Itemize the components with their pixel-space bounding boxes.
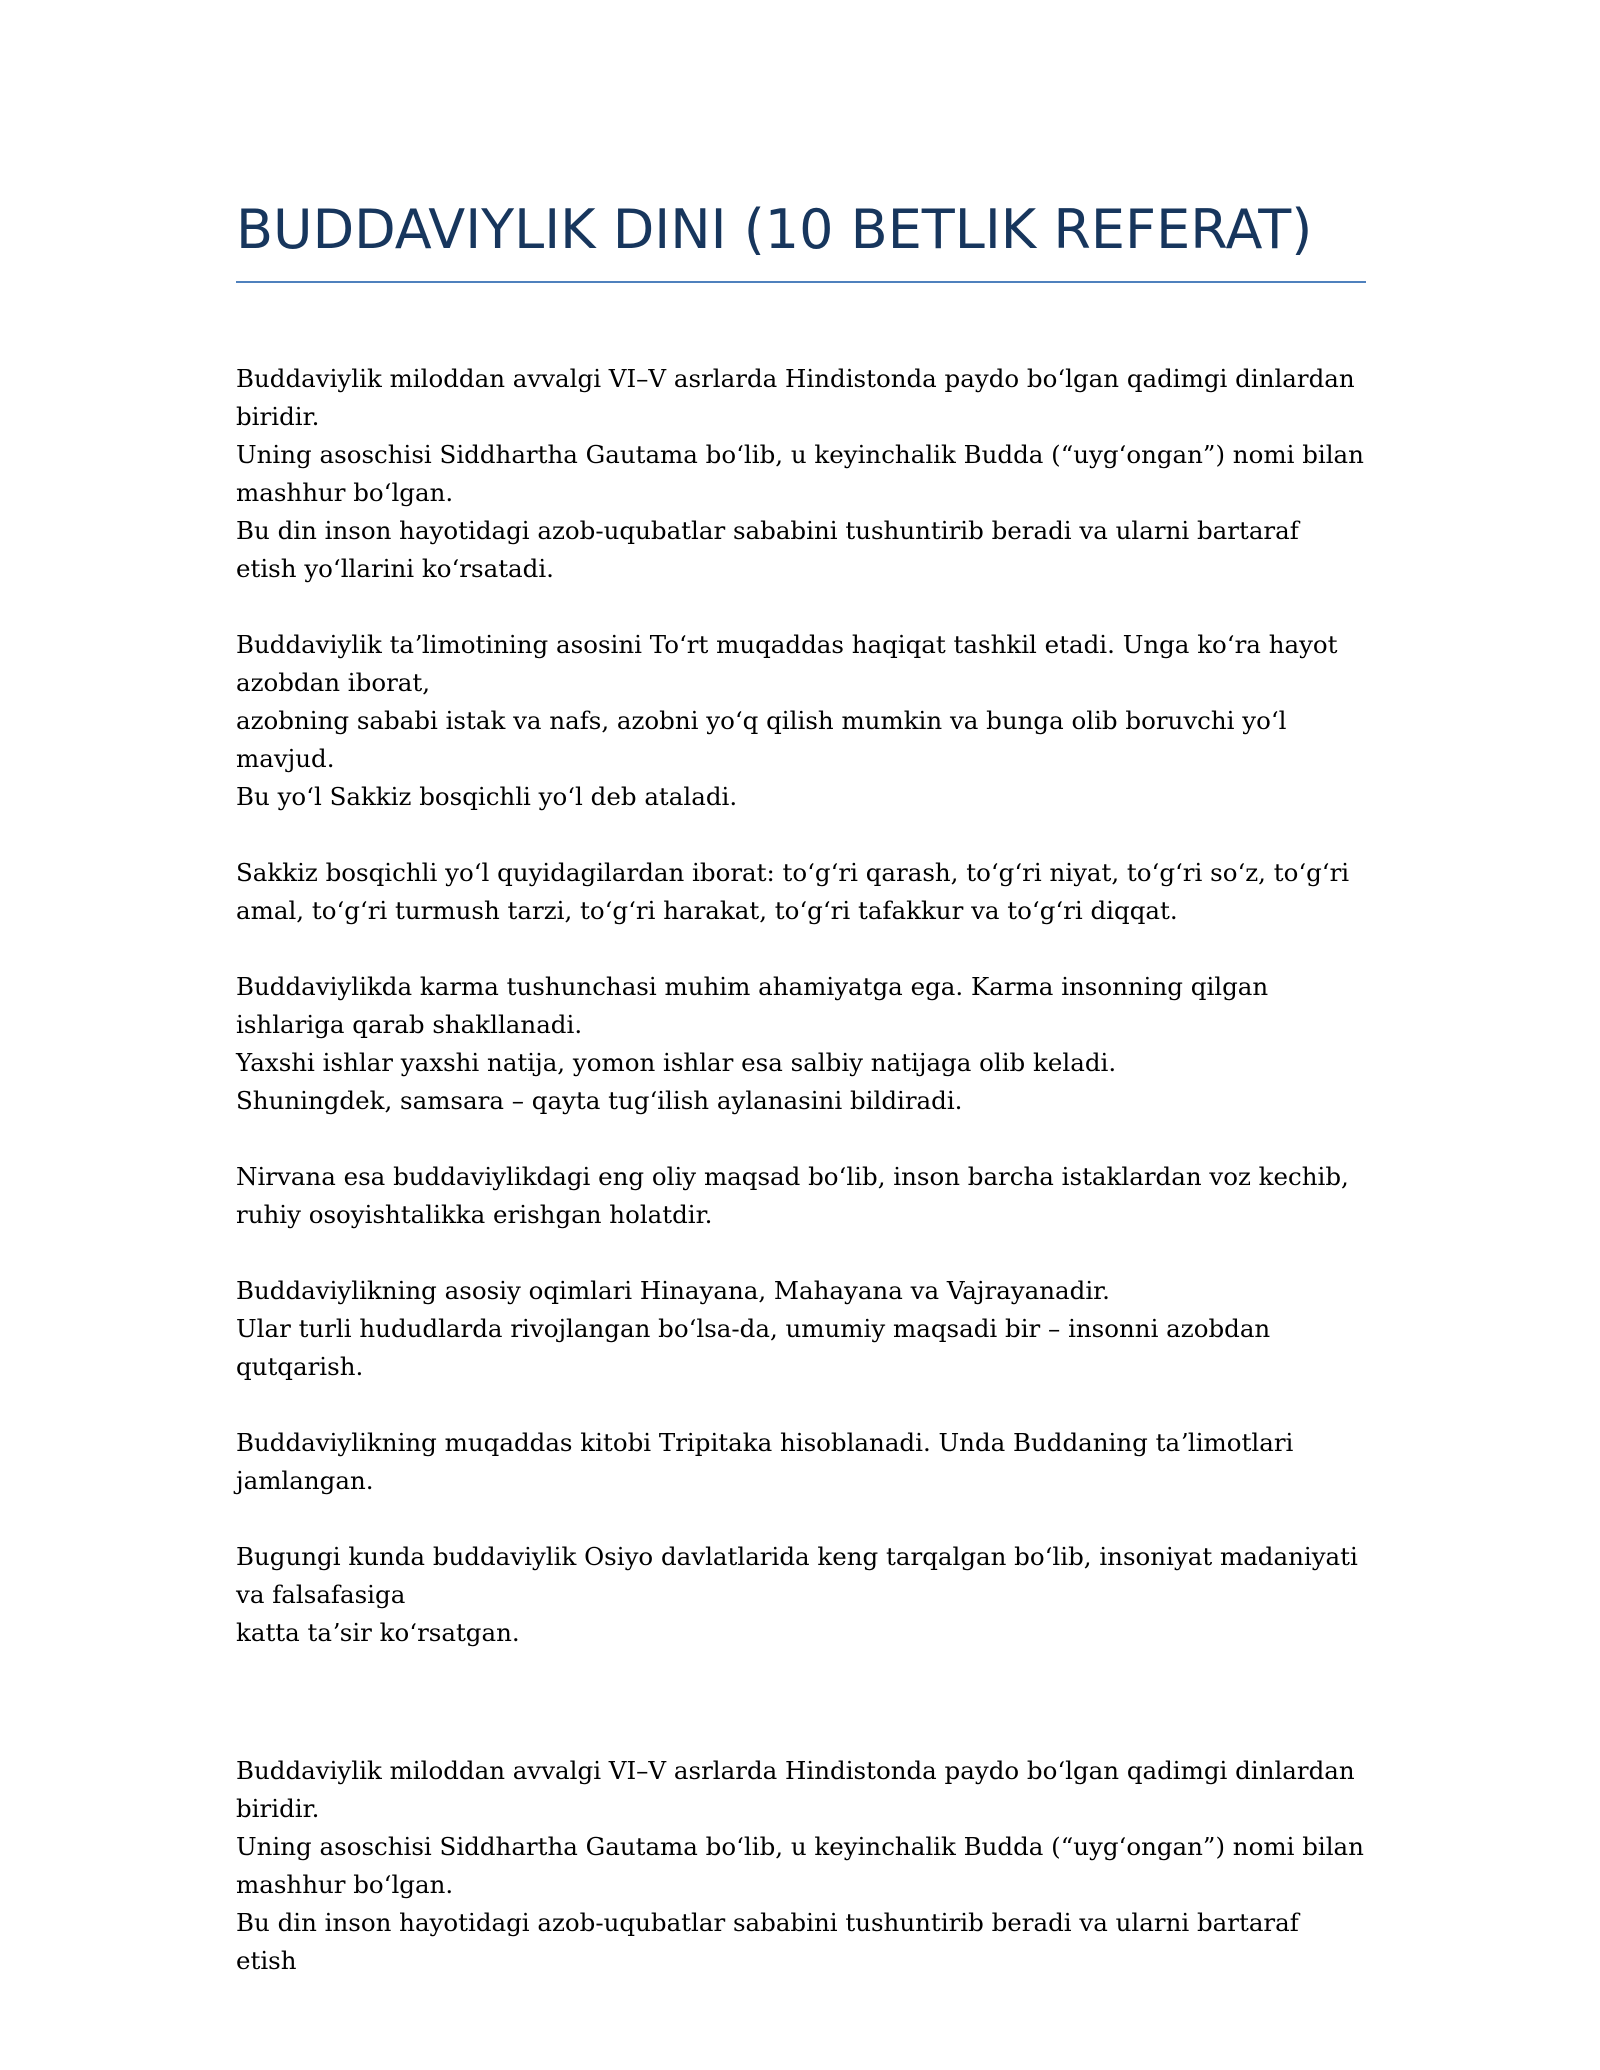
document-body bbox=[236, 360, 1366, 2018]
paragraph-3 bbox=[236, 854, 1366, 930]
paragraph-9 bbox=[236, 1752, 1366, 1980]
paragraph-line: azobning sababi istak va nafs, azobni yoʻq qilish mumkin va bunga olib boruvchi yoʻl mavjud. bbox=[236, 706, 1287, 773]
paragraph-line: Uning asoschisi Siddhartha Gautama boʻlib, u keyinchalik Budda (“uygʻongan”) nomi bilan mashhur boʻlgan. bbox=[236, 440, 1364, 507]
paragraph-line: Uning asoschisi Siddhartha Gautama boʻlib, u keyinchalik Budda (“uygʻongan”) nomi bilan mashhur boʻlgan. bbox=[236, 1832, 1364, 1899]
paragraph-line: Buddaviylik miloddan avvalgi VI–V asrlarda Hindistonda paydo boʻlgan qadimgi dinlardan biridir. bbox=[236, 364, 1355, 431]
paragraph-6 bbox=[236, 1272, 1366, 1386]
paragraph-line: Bu din inson hayotidagi azob-uqubatlar sababini tushuntirib beradi va ularni bartaraf etish bbox=[236, 1908, 1299, 1975]
paragraph-line: Bugungi kunda buddaviylik Osiyo davlatlarida keng tarqalgan boʻlib, insoniyat madaniyati va falsafasiga bbox=[236, 1542, 1358, 1609]
paragraph-line: Yaxshi ishlar yaxshi natija, yomon ishlar esa salbiy natijaga olib keladi. bbox=[236, 1048, 1117, 1077]
paragraph-8 bbox=[236, 1538, 1366, 1652]
paragraph-line: Buddaviylikning asosiy oqimlari Hinayana, Mahayana va Vajrayanadir. bbox=[236, 1276, 1110, 1305]
paragraph-line: Nirvana esa buddaviylikdagi eng oliy maqsad boʻlib, inson barcha istaklardan voz kechib, ruhiy osoyishtalikka erishgan holatdir. bbox=[236, 1162, 1349, 1229]
paragraph-5 bbox=[236, 1158, 1366, 1234]
paragraph-line: Buddaviylik taʼlimotining asosini Toʻrt muqaddas haqiqat tashkil etadi. Unga koʻra hayot azobdan iborat, bbox=[236, 630, 1338, 697]
paragraph-line: Bu din inson hayotidagi azob-uqubatlar sababini tushuntirib beradi va ularni bartaraf etish yoʻllarini koʻrsatadi. bbox=[236, 516, 1299, 583]
paragraph-line: Buddaviylikning muqaddas kitobi Tripitaka hisoblanadi. Unda Buddaning taʼlimotlari jamlangan. bbox=[236, 1428, 1294, 1495]
paragraph-4 bbox=[236, 968, 1366, 1120]
paragraph-line: Buddaviylikda karma tushunchasi muhim ahamiyatga ega. Karma insonning qilgan ishlariga qarab shakllanadi. bbox=[236, 972, 1269, 1039]
paragraph-2 bbox=[236, 626, 1366, 816]
paragraph-line: Ular turli hududlarda rivojlangan boʻlsa-da, umumiy maqsadi bir – insonni azobdan qutqarish. bbox=[236, 1314, 1271, 1381]
paragraph-7 bbox=[236, 1424, 1366, 1500]
document-title: BUDDAVIYLIK DINI (10 BETLIK REFERAT) bbox=[236, 198, 1313, 261]
paragraph-line: katta taʼsir koʻrsatgan. bbox=[236, 1618, 520, 1647]
paragraph-line: Shuningdek, samsara – qayta tugʻilish aylanasini bildiradi. bbox=[236, 1086, 963, 1115]
paragraph-line: Sakkiz bosqichli yoʻl quyidagilardan iborat: toʻgʻri qarash, toʻgʻri niyat, toʻgʻri soʻz, toʻgʻri amal, toʻgʻri turmush tarzi, toʻgʻri harakat, toʻgʻri tafakkur va toʻgʻri diqqat. bbox=[236, 858, 1350, 925]
paragraph-line: Buddaviylik miloddan avvalgi VI–V asrlarda Hindistonda paydo boʻlgan qadimgi dinlardan biridir. bbox=[236, 1756, 1355, 1823]
paragraph-1 bbox=[236, 360, 1366, 588]
paragraph-line: Bu yoʻl Sakkiz bosqichli yoʻl deb ataladi. bbox=[236, 782, 738, 811]
title-underline bbox=[236, 281, 1366, 283]
